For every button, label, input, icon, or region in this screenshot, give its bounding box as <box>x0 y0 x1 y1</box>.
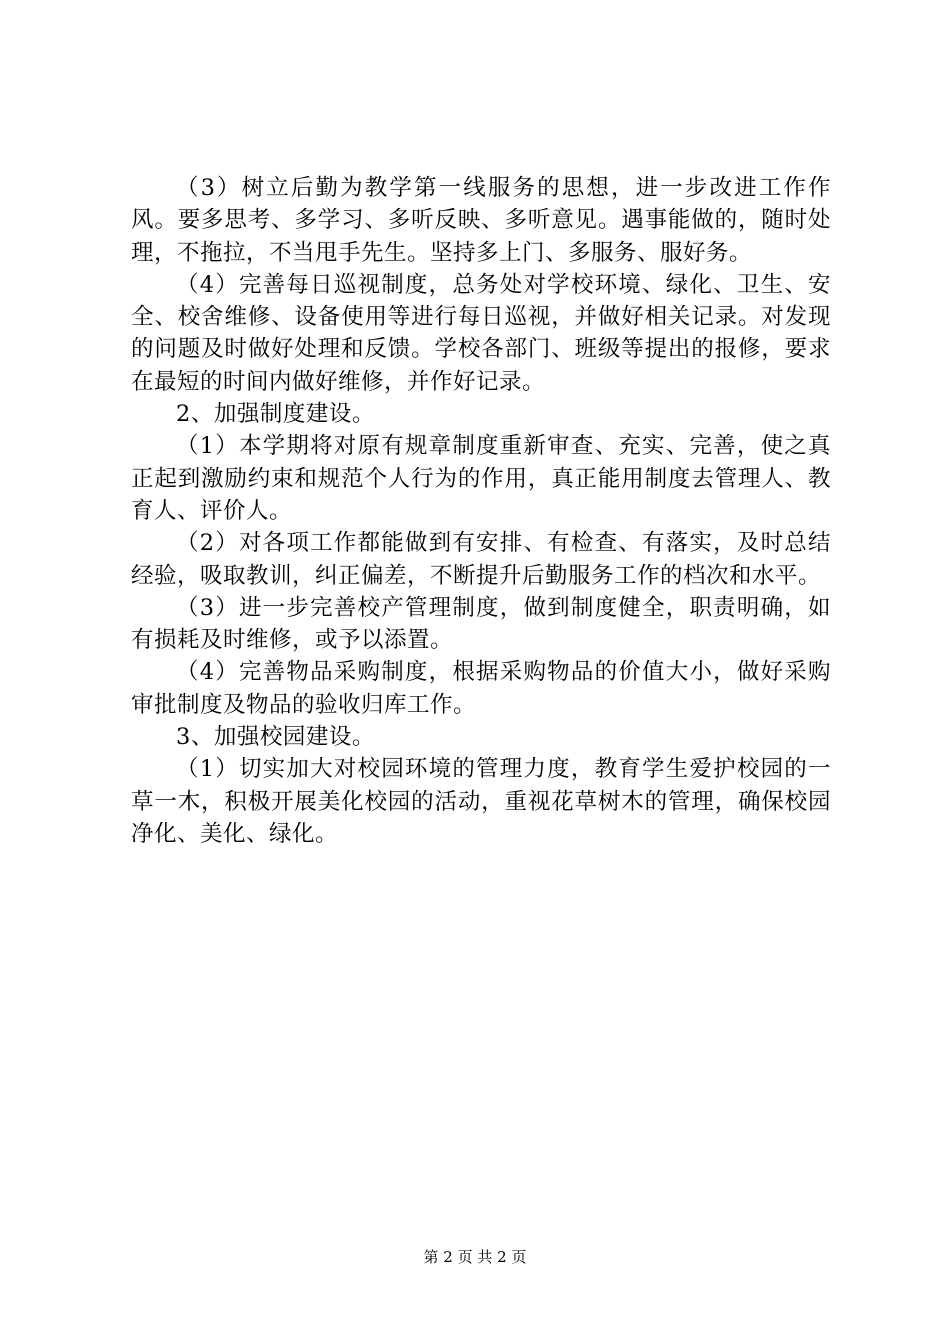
paragraph-2-work-arrangement: （2）对各项工作都能做到有安排、有检查、有落实，及时总结经验，吸取教训，纠正偏差，不断提升后勤服务工作的档次和水平。 <box>131 530 831 589</box>
section-heading-2-system-building: 2、加强制度建设。 <box>176 401 375 428</box>
paragraph-1-campus-environment: （1）切实加大对校园环境的管理力度，教育学生爱护校园的一草一木，积极开展美化校园的活动，重视花草树木的管理，确保校园净化、美化、绿化。 <box>131 756 831 847</box>
paragraph-3-service-attitude: （3）树立后勤为教学第一线服务的思想，进一步改进工作作风。要多思考、多学习、多听反映、多听意见。遇事能做的，随时处理，不拖拉，不当甩手先生。坚持多上门、多服务、服好务。 <box>131 175 831 266</box>
paragraph-1-rules-review: （1）本学期将对原有规章制度重新审查、充实、完善，使之真正起到激励约束和规范个人行为的作用，真正能用制度去管理人、教育人、评价人。 <box>131 433 831 524</box>
paragraph-4-daily-inspection: （4）完善每日巡视制度，总务处对学校环境、绿化、卫生、安全、校舍维修、设备使用等进行每日巡视，并做好相关记录。对发现的问题及时做好处理和反馈。学校各部门、班级等提出的报修，要求在最短的时间内做好维修，并作好记录。 <box>131 271 831 395</box>
section-heading-3-campus-building: 3、加强校园建设。 <box>176 724 375 751</box>
page-footer: 第 2 页 共 2 页 <box>423 1248 527 1266</box>
paragraph-3-asset-management: （3）进一步完善校产管理制度，做到制度健全，职责明确，如有损耗及时维修，或予以添置。 <box>131 594 831 654</box>
paragraph-4-procurement: （4）完善物品采购制度，根据采购物品的价值大小，做好采购审批制度及物品的验收归库工作。 <box>131 659 831 718</box>
document-body <box>131 172 831 850</box>
